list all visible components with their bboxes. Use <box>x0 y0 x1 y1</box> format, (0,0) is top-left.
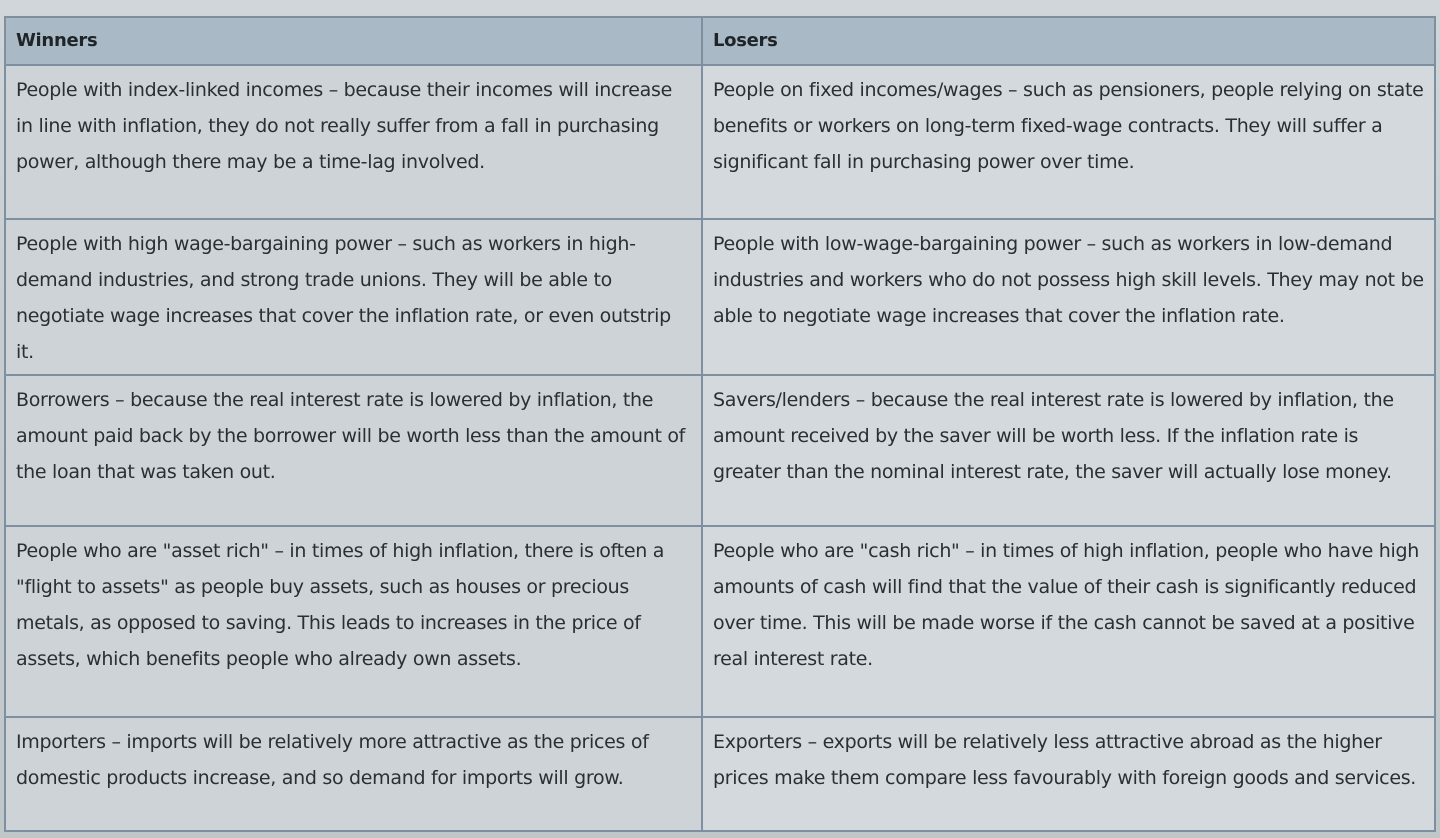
loser-cell: People with low-wage-bargaining power – such as workers in low-demand industries and workers who do not possess high skill levels. They may not be able to negotiate wage increases that cover the inflation rate. <box>702 219 1435 376</box>
loser-cell: Savers/lenders – because the real interest rate is lowered by inflation, the amount received by the saver will be worth less. If the inflation rate is greater than the nominal interest rate, the saver will actually lose money. <box>702 375 1435 526</box>
table-row <box>5 65 1435 219</box>
table-row <box>5 526 1435 717</box>
table-header <box>5 17 1435 65</box>
winner-cell: Importers – imports will be relatively more attractive as the prices of domestic products increase, and so demand for imports will grow. <box>5 717 702 831</box>
winner-cell: People with high wage-bargaining power – such as workers in high-demand industries, and strong trade unions. They will be able to negotiate wage increases that cover the inflation rate, or even outstrip it. <box>5 219 702 376</box>
loser-cell: Exporters – exports will be relatively less attractive abroad as the higher prices make them compare less favourably with foreign goods and services. <box>702 717 1435 831</box>
winners-header: Winners <box>5 17 702 65</box>
loser-cell: People on fixed incomes/wages – such as pensioners, people relying on state benefits or workers on long-term fixed-wage contracts. They will suffer a significant fall in purchasing power over time. <box>702 65 1435 219</box>
table-row <box>5 717 1435 831</box>
table-row <box>5 219 1435 376</box>
winners-losers-table <box>4 16 1436 832</box>
table-row <box>5 375 1435 526</box>
losers-header: Losers <box>702 17 1435 65</box>
loser-cell: People who are "cash rich" – in times of high inflation, people who have high amounts of cash will find that the value of their cash is significantly reduced over time. This will be made worse if the cash cannot be saved at a positive real interest rate. <box>702 526 1435 717</box>
winner-cell: People with index-linked incomes – because their incomes will increase in line with inflation, they do not really suffer from a fall in purchasing power, although there may be a time-lag involved. <box>5 65 702 219</box>
winner-cell: Borrowers – because the real interest rate is lowered by inflation, the amount paid back by the borrower will be worth less than the amount of the loan that was taken out. <box>5 375 702 526</box>
table-body <box>5 65 1435 831</box>
winner-cell: People who are "asset rich" – in times of high inflation, there is often a "flight to assets" as people buy assets, such as houses or precious metals, as opposed to saving. This leads to increases in the price of assets, which benefits people who already own assets. <box>5 526 702 717</box>
header-row <box>5 17 1435 65</box>
